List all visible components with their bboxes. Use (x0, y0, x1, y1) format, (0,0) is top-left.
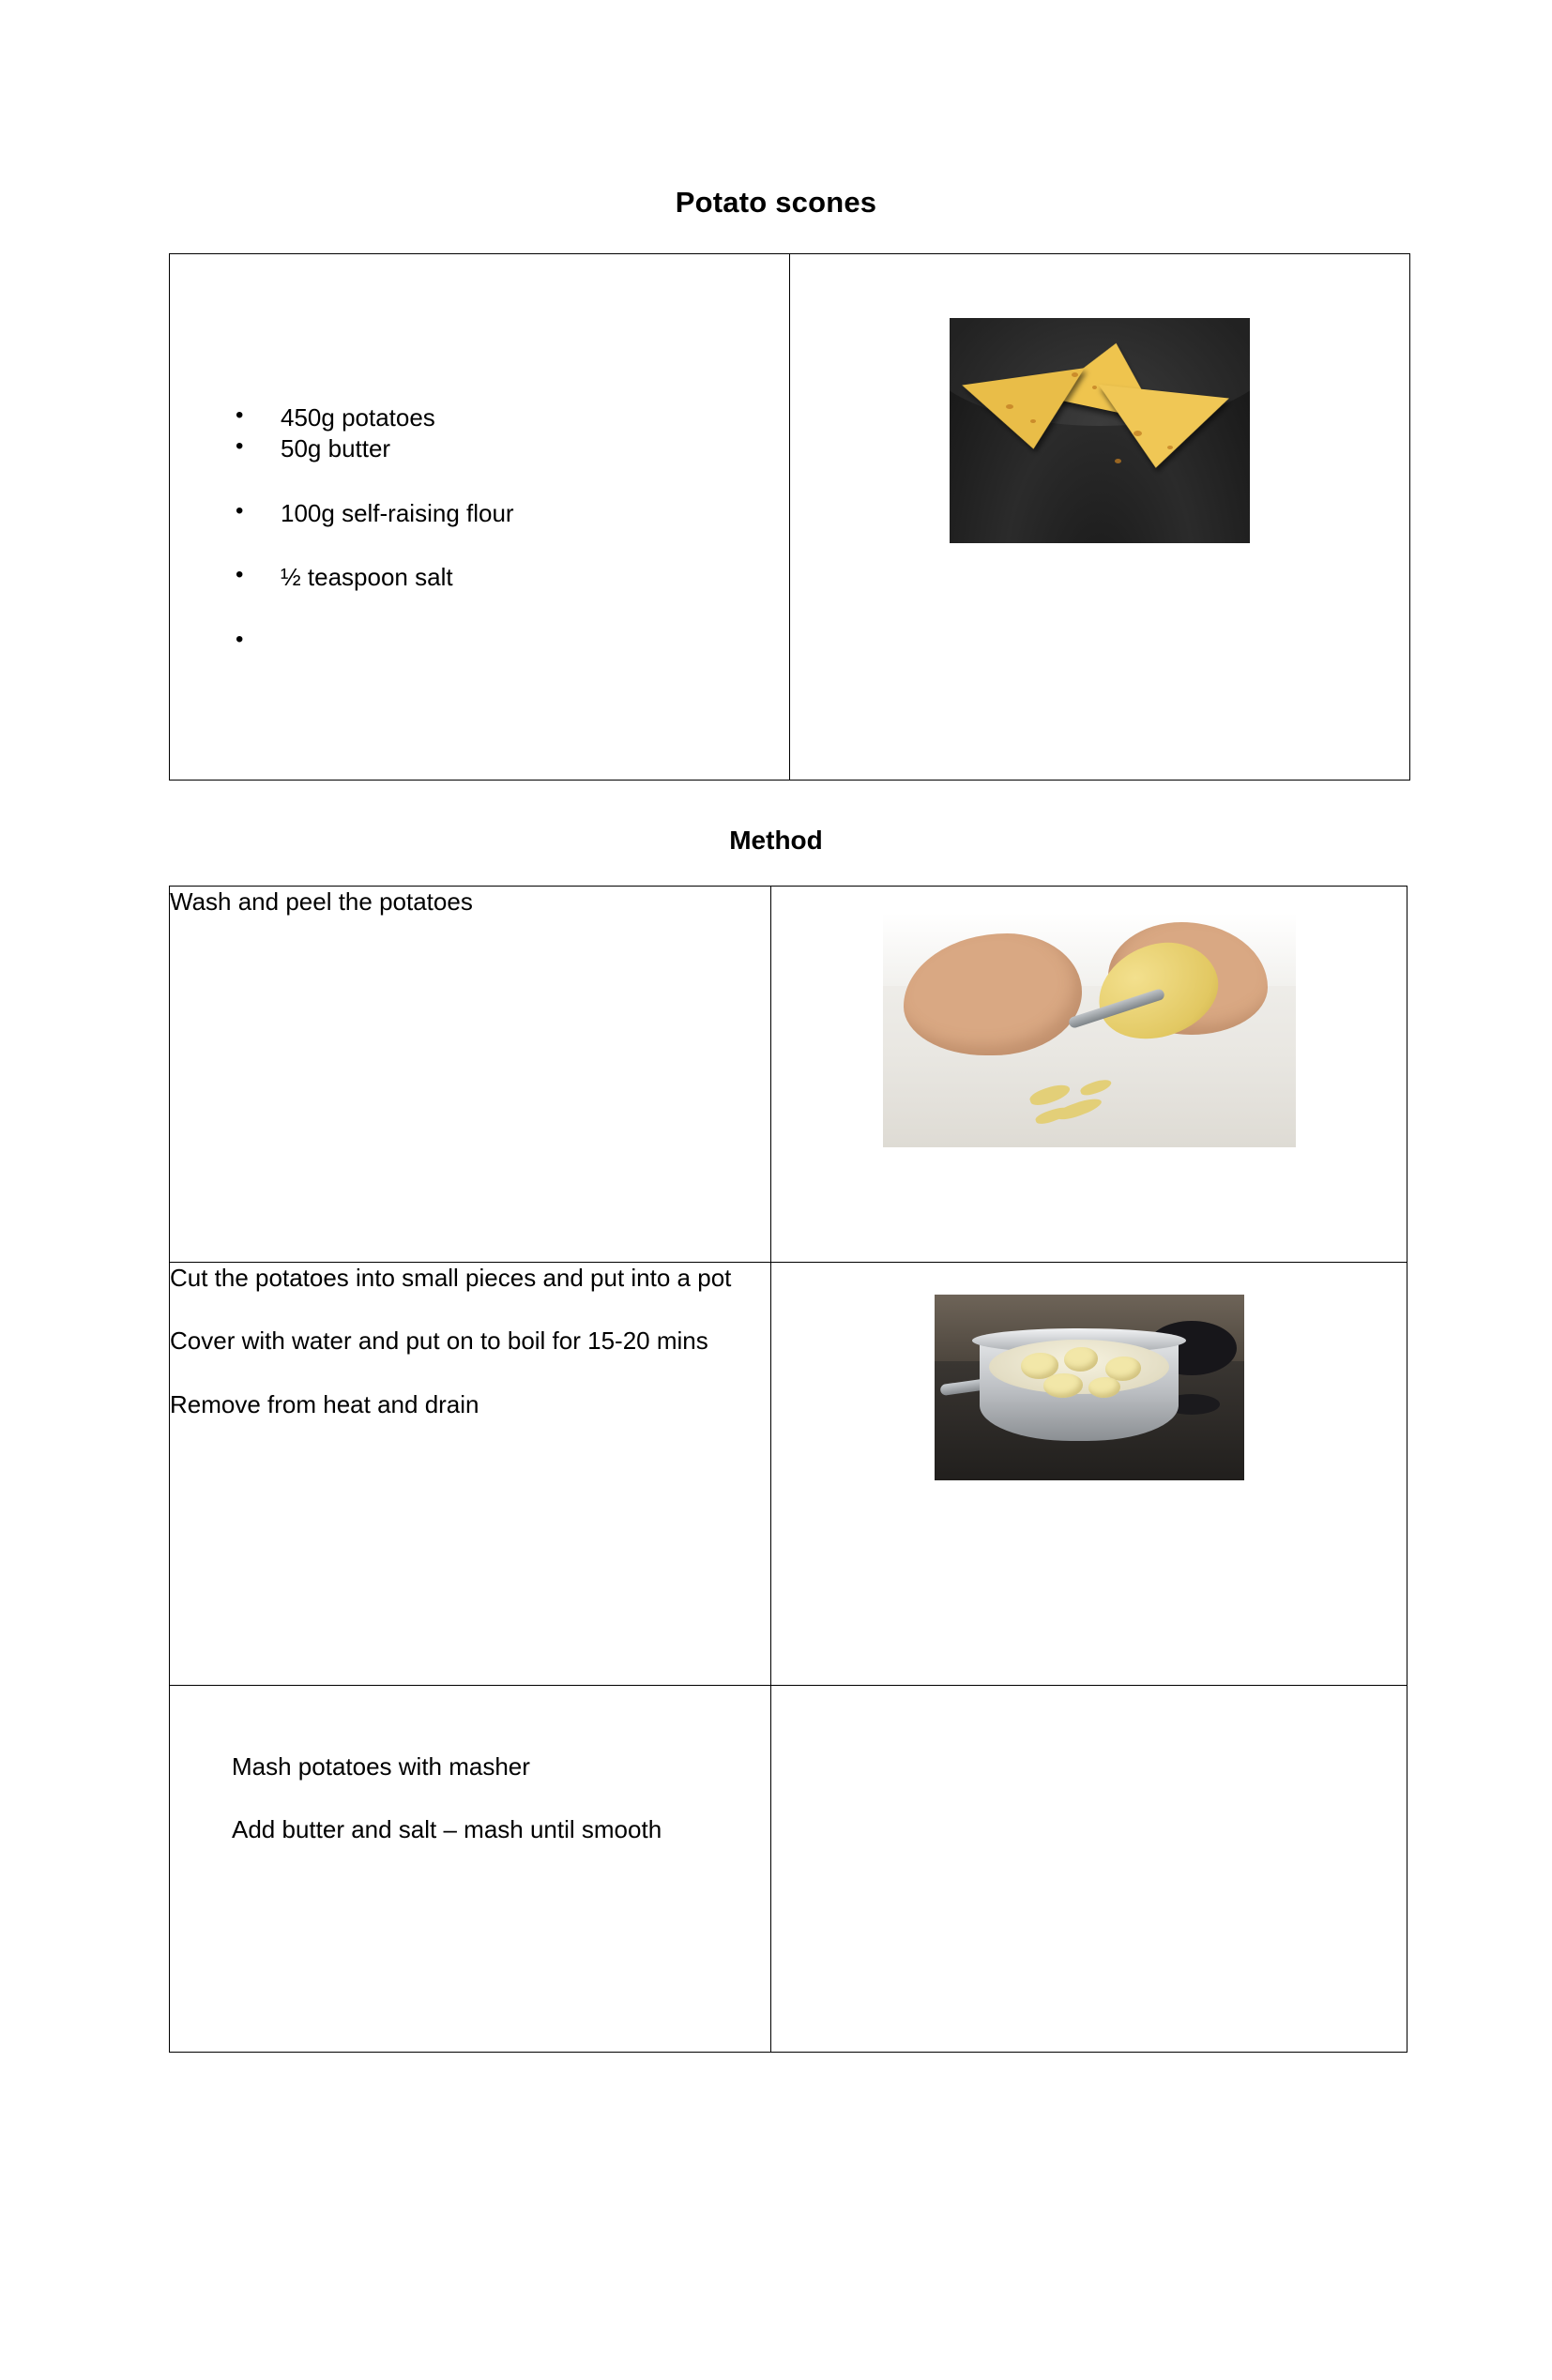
potato-chunk (1043, 1373, 1083, 1398)
table-row (170, 887, 1407, 1263)
ingredients-photo-cell (790, 254, 1410, 781)
method-step-text (170, 1263, 771, 1686)
browning-speck (1006, 404, 1013, 409)
method-step-photo-cell-empty (771, 1686, 1407, 2053)
table-row (170, 1686, 1407, 2053)
step-paragraph: Cover with water and put on to boil for 15-20 mins (170, 1326, 708, 1356)
ingredient-text: 450g potatoes (281, 403, 435, 432)
browning-speck (1092, 386, 1097, 389)
method-step-photo-cell (771, 1263, 1407, 1686)
ingredients-cell (170, 254, 790, 781)
browning-speck (1134, 431, 1142, 436)
method-step-text (170, 1686, 771, 2053)
browning-speck (1072, 372, 1078, 377)
potato-chunk (1064, 1347, 1098, 1372)
document-page (0, 186, 1552, 2380)
potato-peelings (1024, 1078, 1136, 1125)
method-heading: Method (729, 826, 823, 855)
list-item (222, 402, 770, 433)
potato-chunk (1088, 1377, 1120, 1398)
list-item (222, 562, 770, 593)
list-item (222, 498, 770, 529)
scone-shape (1090, 385, 1229, 475)
browning-speck (1030, 419, 1036, 423)
method-step-photo-cell (771, 887, 1407, 1263)
step-paragraph: Cut the potatoes into small pieces and put into a pot (170, 1264, 732, 1292)
method-step-text (170, 887, 771, 1263)
photo-wrap (790, 254, 1409, 543)
list-item (222, 627, 770, 655)
browning-speck (1115, 459, 1121, 463)
step-paragraph: Mash potatoes with masher (232, 1752, 530, 1781)
ingredients-table (169, 253, 1410, 781)
table-row (170, 254, 1410, 781)
list-item (222, 433, 770, 464)
ingredient-text: 100g self-raising flour (281, 498, 514, 527)
scone-shape (962, 368, 1095, 458)
boiling-potatoes-photo (935, 1295, 1244, 1480)
browning-speck (1167, 446, 1173, 449)
page-title: Potato scones (675, 186, 877, 219)
step-paragraph: Wash and peel the potatoes (170, 887, 473, 916)
table-row (170, 1263, 1407, 1686)
step-paragraph: Remove from heat and drain (170, 1389, 479, 1418)
method-table (169, 886, 1407, 2053)
ingredient-text: ½ teaspoon salt (281, 563, 453, 592)
ingredient-text: 50g butter (281, 433, 391, 462)
potato-scones-photo (950, 318, 1250, 543)
step-paragraph: Add butter and salt – mash until smooth (232, 1815, 662, 1844)
peeling-potato-photo (883, 913, 1296, 1147)
ingredients-list (222, 402, 770, 655)
